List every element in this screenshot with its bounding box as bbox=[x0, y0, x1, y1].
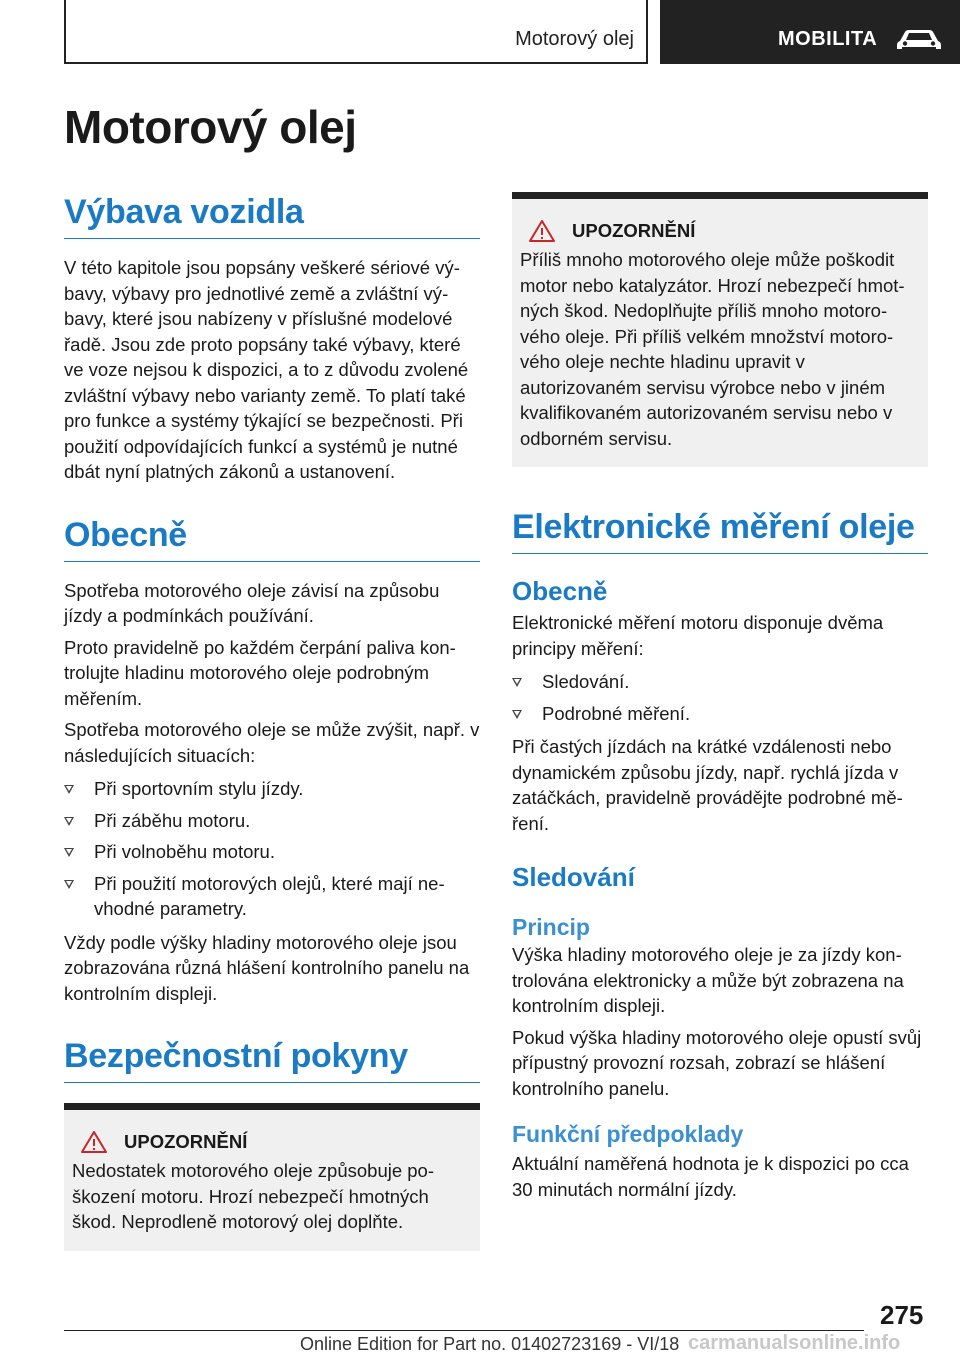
warning-text: Příliš mnoho motorového oleje může poškodit motor nebo katalyzátor. Hrozí nebezpečí hmotných škod. Nedoplňujte příliš mnoho motorového oleje. Při příliš velkém množství motorového oleje nechte hladinu upravit v autorizovaném servisu výrobce nebo v jiném kvalifikovaném autorizovaném servisu nebo v odborném servisu. bbox=[520, 249, 905, 449]
page-title: Motorový olej bbox=[64, 101, 357, 153]
obecne-p1: Spotřeba motorového oleje závisí na způsobu jízdy a podmínkách používání. bbox=[64, 579, 440, 626]
sledovani-p3: Aktuální naměřená hodnota je k dispozici po cca 30 minutách normální jízdy. bbox=[512, 1153, 909, 1200]
list-item: Při záběhu motoru. bbox=[64, 808, 480, 834]
triangle-bullet-icon bbox=[64, 785, 74, 794]
obecne-p2: Proto pravidelně po každém čerpání paliva kontrolujte hladinu motorového oleje podrobným měřením. bbox=[64, 636, 456, 709]
sledovani-p1: Výška hladiny motorového oleje je za jízdy kontrolována elektronicky a může být zobrazena na kontrolním displeji. bbox=[512, 944, 904, 1016]
heading-obecne-right: Obecně bbox=[512, 576, 608, 606]
heading-elektronicke-mereni: Elektronické měření oleje bbox=[512, 505, 928, 554]
warning-box bbox=[512, 192, 928, 467]
triangle-bullet-icon bbox=[64, 880, 74, 889]
list-item: Podrobné měření. bbox=[512, 701, 928, 727]
header-section-box bbox=[660, 0, 960, 64]
footer-divider bbox=[64, 1330, 864, 1331]
warning-title: UPOZORNĚNÍ bbox=[72, 1130, 472, 1154]
right-obecne-p2: Při častých jízdách na krátké vzdálenosti nebo dynamickém způsobu jízdy, např. rychlá jízda v zatáčkách, pravidelně provádějte podrobné měření. bbox=[512, 736, 903, 834]
list-item: Při použití motorových olejů, které mají nevhodné parametry. bbox=[64, 871, 480, 922]
left-column bbox=[64, 190, 480, 1251]
heading-bezpecnost: Bezpečnostní pokyny bbox=[64, 1034, 480, 1083]
heading-funkcni-predpoklady: Funkční předpoklady bbox=[512, 1121, 744, 1147]
right-column bbox=[512, 192, 928, 1202]
heading-obecne: Obecně bbox=[64, 513, 480, 562]
heading-vybava: Výbava vozidla bbox=[64, 190, 480, 239]
warning-text: Nedostatek motorového oleje způsobuje poškození motoru. Hrozí nebezpečí hmotných škod. Neprodleně motorový olej doplňte. bbox=[72, 1160, 435, 1232]
sledovani-p2: Pokud výška hladiny motorového oleje opustí svůj přípustný provozní rozsah, zobrazí se hlášení kontrolního panelu. bbox=[512, 1026, 922, 1099]
warning-triangle-icon bbox=[528, 219, 556, 243]
warning-triangle-icon bbox=[80, 1130, 108, 1154]
warning-box bbox=[64, 1103, 480, 1251]
triangle-bullet-icon bbox=[64, 848, 74, 857]
principles-list bbox=[512, 669, 928, 726]
list-item: Při sportovním stylu jízdy. bbox=[64, 776, 480, 802]
right-obecne-p1: Elektronické měření motoru disponuje dvěma principy měření: bbox=[512, 612, 884, 659]
heading-princip: Princip bbox=[512, 914, 590, 940]
obecne-p4: Vždy podle výšky hladiny motorového oleje jsou zobrazována různá hlášení kontrolního panelu na kontrolním displeji. bbox=[64, 931, 470, 1004]
watermark: carmanualsonline.info bbox=[688, 1332, 901, 1354]
header-chapter-box bbox=[64, 0, 648, 64]
car-icon bbox=[896, 28, 942, 52]
header-section-label: MOBILITA bbox=[778, 28, 878, 50]
triangle-bullet-icon bbox=[512, 678, 522, 687]
footer-edition: Online Edition for Part no. 01402723169 - VI/18 bbox=[300, 1334, 680, 1354]
triangle-bullet-icon bbox=[64, 817, 74, 826]
triangle-bullet-icon bbox=[512, 710, 522, 719]
vybava-text: V této kapitole jsou popsány veškeré sériové výbavy, výbavy pro jednotlivé země a zvláštní výbavy, které jsou nabízeny v příslušné modelové řadě. Jsou zde proto popsány také výbavy, které ve voze nejsou k dispozici, a to z důvodu zvolené zvláštní výbavy nebo varianty země. To platí také pro funkce a systémy týkající se bezpečnosti. Při použití odpovídajících funkcí a systémů je nutné dbát nyní platných zákonů a ustanovení. bbox=[64, 257, 469, 482]
warning-title: UPOZORNĚNÍ bbox=[520, 219, 920, 243]
page-number: 275 bbox=[880, 1300, 924, 1330]
header-chapter-title: Motorový olej bbox=[515, 28, 634, 50]
list-item: Sledování. bbox=[512, 669, 928, 695]
heading-sledovani: Sledování bbox=[512, 862, 635, 892]
consumption-list bbox=[64, 776, 480, 922]
obecne-p3: Spotřeba motorového oleje se může zvýšit, např. v následujících situacích: bbox=[64, 719, 480, 766]
list-item: Při volnoběhu motoru. bbox=[64, 839, 480, 865]
